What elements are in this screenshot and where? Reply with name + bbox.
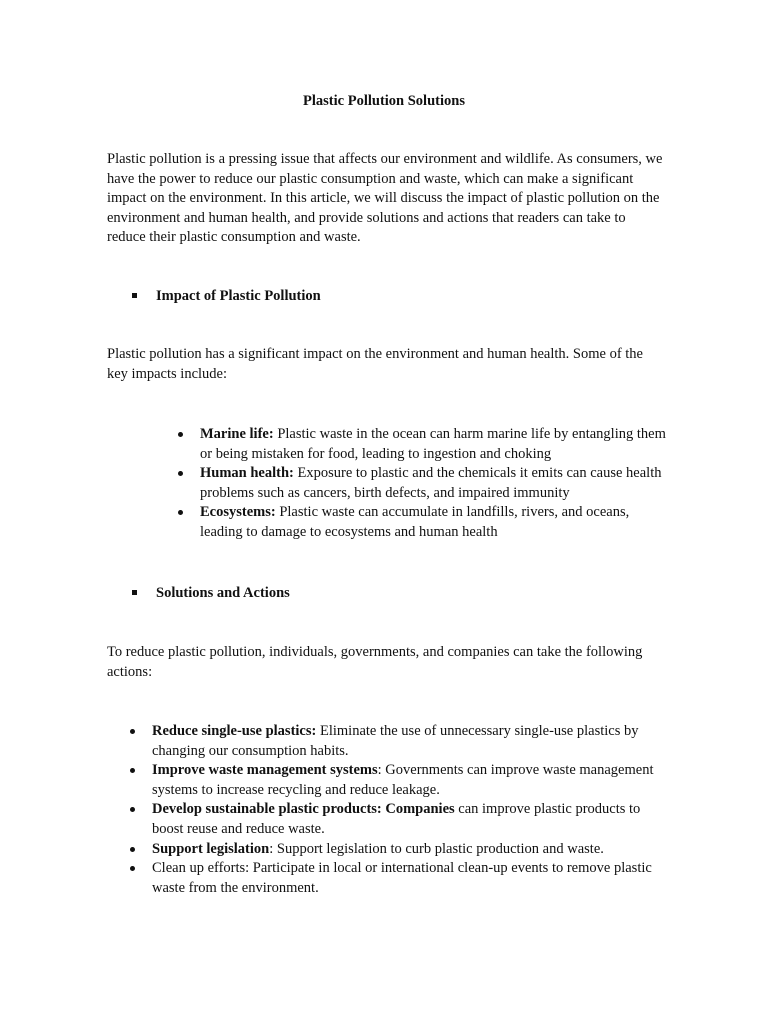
bullet-dot-icon: [130, 729, 135, 734]
list-item-text: : Governments can improve waste management systems to increase recycling and reduce leakage.: [152, 762, 654, 798]
list-item-term: Marine life:: [200, 426, 274, 442]
section-heading-solutions: [132, 583, 290, 603]
bullet-dot-icon: [178, 432, 183, 437]
list-item-text: Exposure to plastic and the chemicals it emits can cause health problems such as cancers, birth defects, and impaired immunity: [200, 465, 662, 501]
impact-list: [200, 425, 670, 543]
solutions-list: [152, 722, 672, 898]
list-item: [200, 503, 670, 542]
list-item-term: Improve waste management systems: [152, 762, 378, 779]
list-item-term: Reduce single-use plastics:: [152, 723, 317, 739]
impact-paragraph: Plastic pollution has a significant impact on the environment and human health. Some of the key impacts include:: [107, 346, 643, 382]
bullet-dot-icon: [130, 807, 135, 812]
list-item: [200, 425, 670, 464]
list-item: [152, 840, 672, 860]
document-title: Plastic Pollution Solutions: [303, 93, 465, 109]
list-item-text: Clean up efforts: Participate in local or international clean-up events to remove plastic waste from the environment.: [152, 860, 652, 896]
intro-paragraph: Plastic pollution is a pressing issue that affects our environment and wildlife. As consumers, we have the power to reduce our plastic consumption and waste, which can make a significant impact on the environment. In this article, we will discuss the impact of plastic pollution on the environment and human health, and provide solutions and actions that readers can take to reduce their plastic consumption and waste.: [107, 151, 663, 246]
section-heading-impact: [132, 286, 321, 306]
bullet-dot-icon: [178, 471, 183, 476]
bullet-dot-icon: [178, 510, 183, 515]
bullet-dot-icon: [130, 768, 135, 773]
list-item-text: : Support legislation to curb plastic production and waste.: [269, 840, 604, 857]
list-item-term: Ecosystems:: [200, 504, 276, 521]
list-item-text: can improve plastic products to boost reuse and reduce waste.: [152, 801, 641, 837]
list-item: [152, 859, 672, 898]
list-item-text: Plastic waste in the ocean can harm marine life by entangling them or being mistaken for food, leading to ingestion and choking: [200, 426, 666, 462]
list-item: [152, 722, 672, 761]
section-heading-label: Solutions and Actions: [156, 585, 290, 601]
list-item-term: Support legislation: [152, 840, 270, 857]
section-heading-label: Impact of Plastic Pollution: [156, 288, 321, 304]
list-item-term: Human health:: [200, 465, 294, 482]
solutions-paragraph: To reduce plastic pollution, individuals, governments, and companies can take the following actions:: [107, 644, 643, 680]
list-item-text: Eliminate the use of unnecessary single-use plastics by changing our consumption habits.: [152, 723, 639, 759]
list-item: [200, 464, 670, 503]
bullet-dot-icon: [130, 866, 135, 871]
list-item: [152, 800, 672, 839]
list-item: [152, 761, 672, 800]
list-item-text: Plastic waste can accumulate in landfills, rivers, and oceans, leading to damage to ecosystems and human health: [200, 504, 630, 540]
bullet-dot-icon: [130, 847, 135, 852]
list-item-term: Develop sustainable plastic products: Companies: [152, 801, 455, 818]
square-bullet-icon: [132, 293, 137, 298]
square-bullet-icon: [132, 590, 137, 595]
